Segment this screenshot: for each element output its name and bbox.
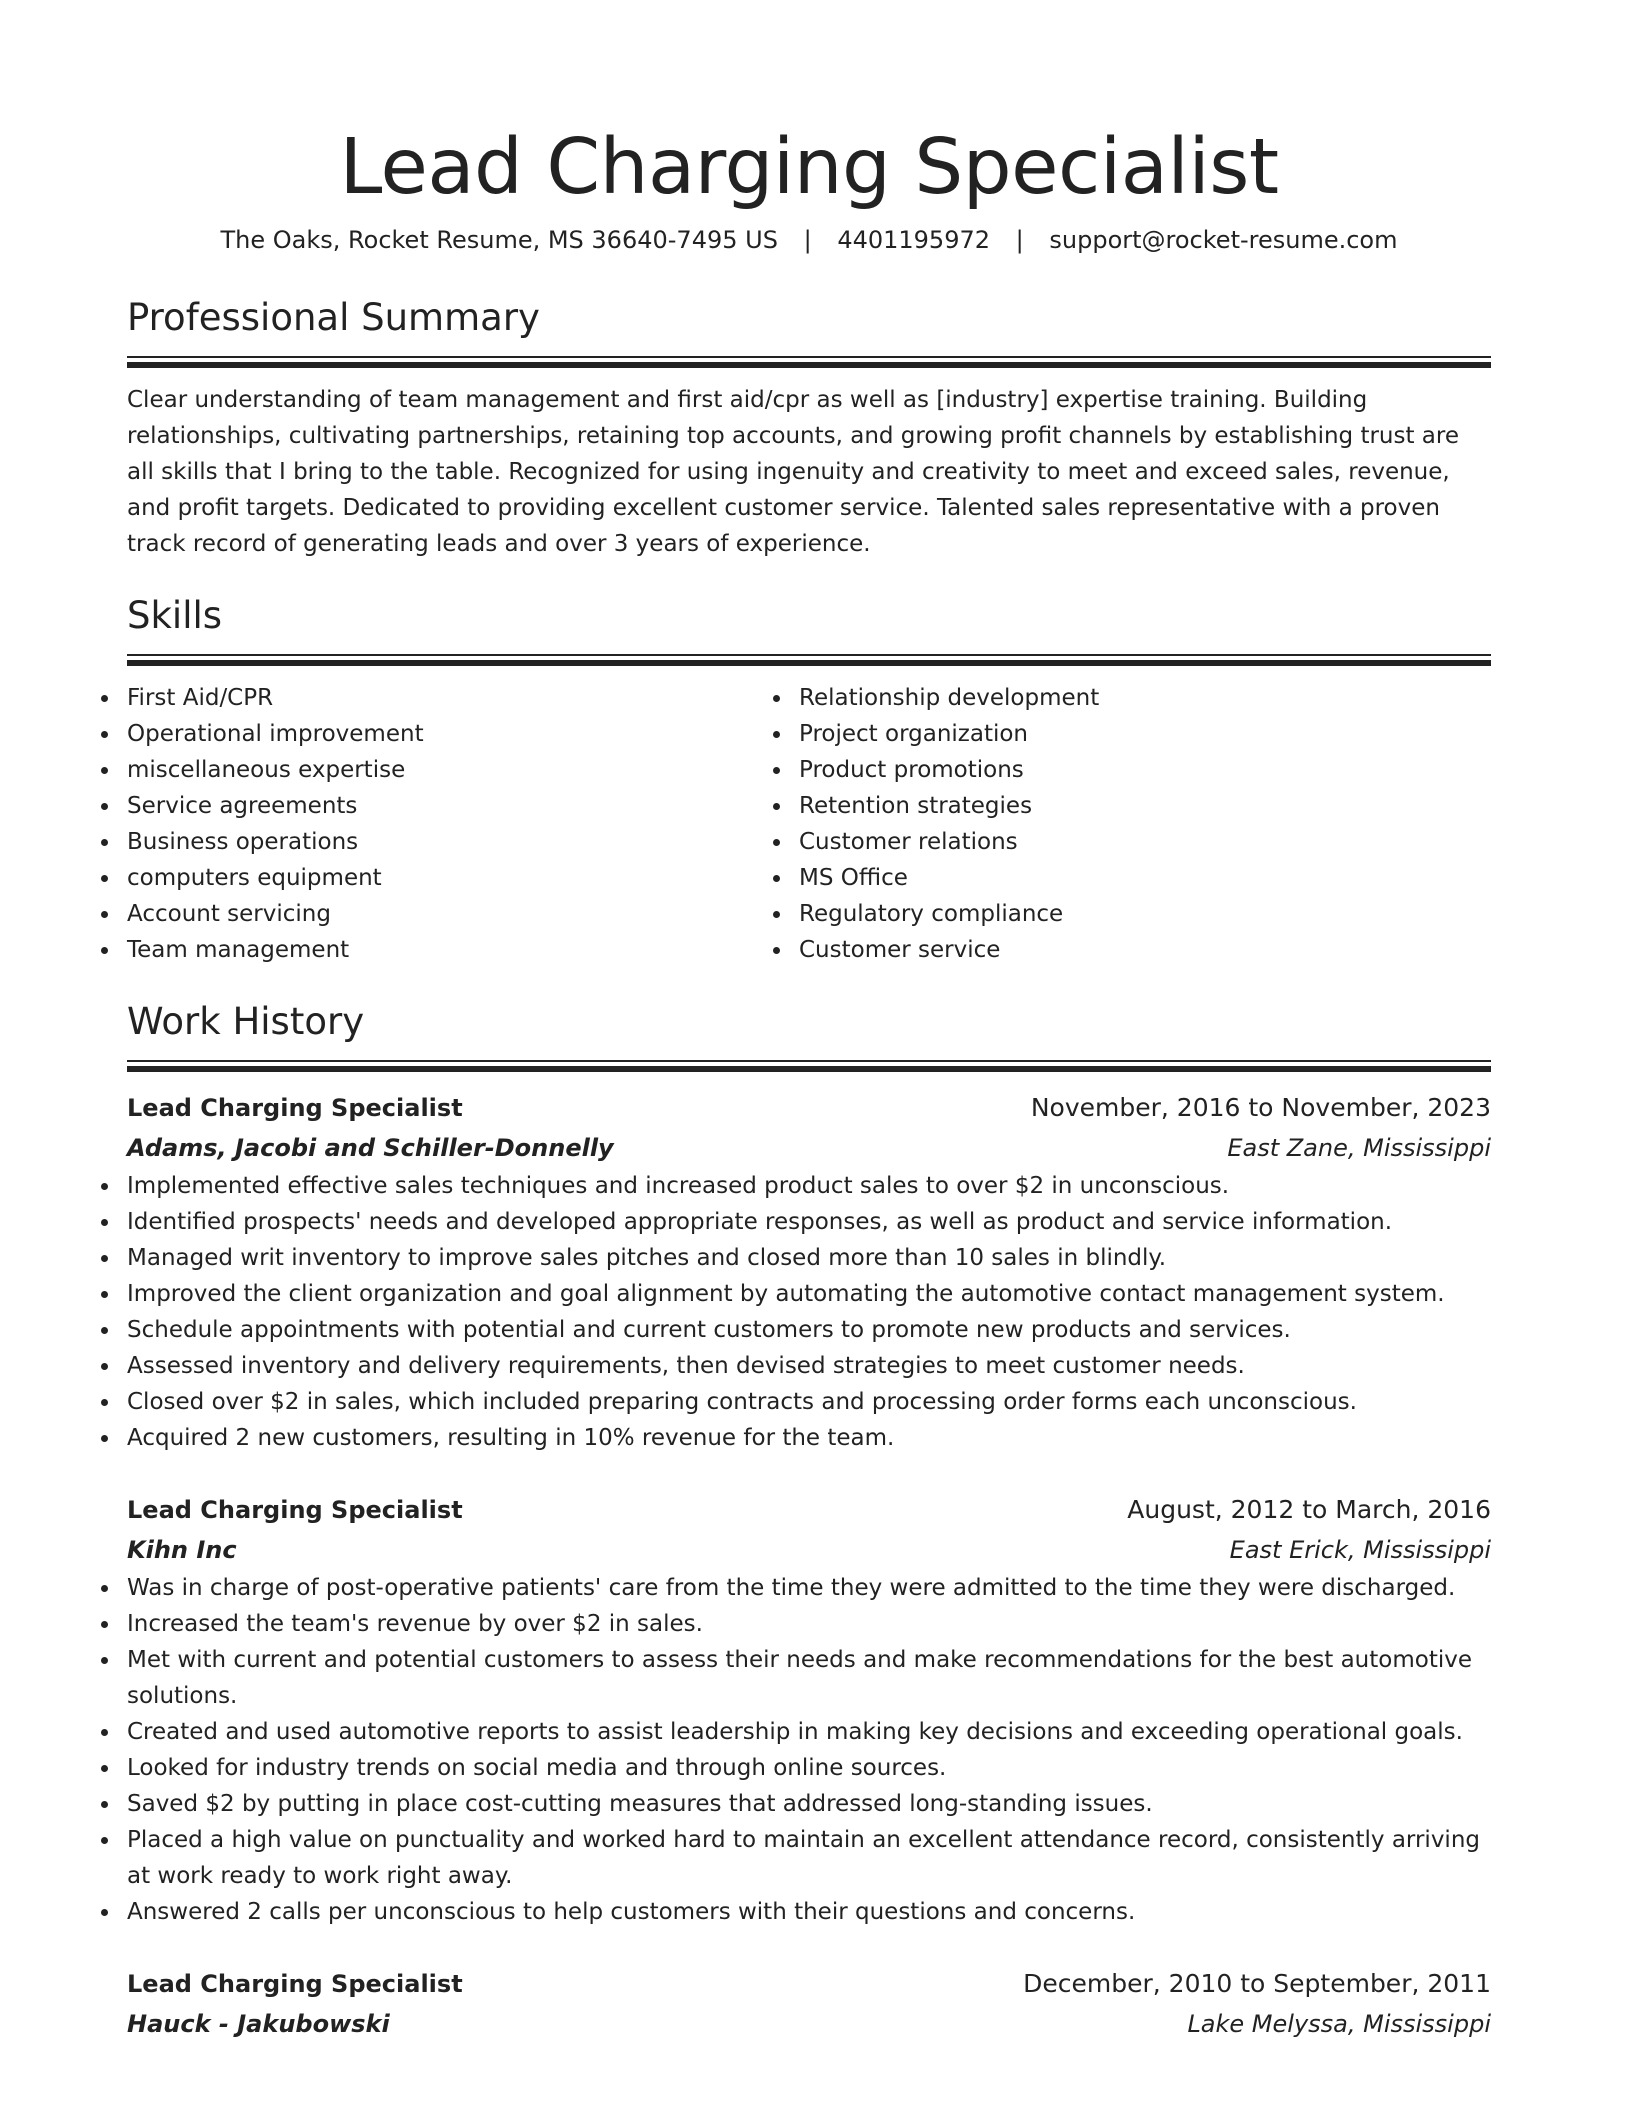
job-location: Lake Melyssa, Mississippi bbox=[1187, 2010, 1491, 2038]
job-bullet: Assessed inventory and delivery requirements, then devised strategies to meet customer needs. bbox=[127, 1348, 1491, 1384]
job-dates: August, 2012 to March, 2016 bbox=[1127, 1495, 1491, 1524]
skills-section bbox=[127, 592, 1491, 968]
job-employer-row bbox=[127, 1128, 1491, 1168]
job-bullet-list bbox=[127, 1168, 1491, 1456]
contact-separator: | bbox=[803, 226, 812, 254]
job-bullet: Was in charge of post-operative patients' care from the time they were admitted to the time they were discharged. bbox=[127, 1570, 1491, 1606]
contact-address: The Oaks, Rocket Resume, MS 36640-7495 US bbox=[220, 226, 778, 254]
skill-item: Customer relations bbox=[799, 824, 1471, 860]
job-bullet: Looked for industry trends on social media and through online sources. bbox=[127, 1750, 1491, 1786]
job-bullet: Saved $2 by putting in place cost-cutting measures that addressed long-standing issues. bbox=[127, 1786, 1491, 1822]
skill-item: Retention strategies bbox=[799, 788, 1471, 824]
skill-item: Product promotions bbox=[799, 752, 1471, 788]
job-title: Lead Charging Specialist bbox=[127, 1496, 463, 1524]
skill-item: Project organization bbox=[799, 716, 1471, 752]
job-entry bbox=[127, 1490, 1491, 1930]
job-employer-row bbox=[127, 2004, 1491, 2044]
job-entry bbox=[127, 1088, 1491, 1456]
contact-separator: | bbox=[1015, 226, 1024, 254]
job-header-row bbox=[127, 1088, 1491, 1128]
job-bullet: Schedule appointments with potential and current customers to promote new products and services. bbox=[127, 1312, 1491, 1348]
job-bullet: Improved the client organization and goal alignment by automating the automotive contact management system. bbox=[127, 1276, 1491, 1312]
job-bullet: Created and used automotive reports to assist leadership in making key decisions and exceeding operational goals. bbox=[127, 1714, 1491, 1750]
job-bullet: Placed a high value on punctuality and worked hard to maintain an excellent attendance record, consistently arriving at work ready to work right away. bbox=[127, 1822, 1491, 1894]
job-bullet: Implemented effective sales techniques and increased product sales to over $2 in unconscious. bbox=[127, 1168, 1491, 1204]
job-bullet: Answered 2 calls per unconscious to help customers with their questions and concerns. bbox=[127, 1894, 1491, 1930]
job-bullet: Acquired 2 new customers, resulting in 10% revenue for the team. bbox=[127, 1420, 1491, 1456]
job-bullet: Managed writ inventory to improve sales pitches and closed more than 10 sales in blindly. bbox=[127, 1240, 1491, 1276]
job-bullet-list bbox=[127, 1570, 1491, 1930]
skill-item: computers equipment bbox=[127, 860, 799, 896]
skill-item: Service agreements bbox=[127, 788, 799, 824]
job-company: Adams, Jacobi and Schiller-Donnelly bbox=[127, 1134, 614, 1162]
section-heading-skills: Skills bbox=[127, 594, 223, 637]
job-company: Hauck - Jakubowski bbox=[127, 2010, 390, 2038]
job-bullet: Increased the team's revenue by over $2 in sales. bbox=[127, 1606, 1491, 1642]
skill-item: Team management bbox=[127, 932, 799, 968]
contact-email: support@rocket-resume.com bbox=[1049, 226, 1398, 254]
section-divider bbox=[127, 1060, 1491, 1072]
resume-name-heading: Lead Charging Specialist bbox=[339, 123, 1279, 212]
professional-summary-section bbox=[127, 294, 1491, 562]
section-heading-work: Work History bbox=[127, 1000, 365, 1043]
job-title: Lead Charging Specialist bbox=[127, 1970, 463, 1998]
job-employer-row bbox=[127, 1530, 1491, 1570]
job-header-row bbox=[127, 1964, 1491, 2004]
job-dates: December, 2010 to September, 2011 bbox=[1023, 1969, 1491, 1998]
skills-columns bbox=[127, 680, 1491, 968]
job-dates: November, 2016 to November, 2023 bbox=[1030, 1093, 1491, 1122]
job-company: Kihn Inc bbox=[127, 1536, 237, 1564]
job-bullet: Identified prospects' needs and developed appropriate responses, as well as product and service information. bbox=[127, 1204, 1491, 1240]
skill-item: Relationship development bbox=[799, 680, 1471, 716]
skill-item: Account servicing bbox=[127, 896, 799, 932]
work-history-section bbox=[127, 998, 1491, 2044]
skill-item: MS Office bbox=[799, 860, 1471, 896]
job-location: East Erick, Mississippi bbox=[1229, 1536, 1491, 1564]
job-title: Lead Charging Specialist bbox=[127, 1094, 463, 1122]
skills-list-left bbox=[127, 680, 799, 968]
skill-item: Business operations bbox=[127, 824, 799, 860]
contact-phone: 4401195972 bbox=[837, 226, 991, 254]
resume-page bbox=[127, 0, 1491, 2044]
contact-line bbox=[127, 224, 1491, 256]
skills-list-right bbox=[799, 680, 1471, 968]
job-location: East Zane, Mississippi bbox=[1227, 1134, 1491, 1162]
section-divider bbox=[127, 356, 1491, 368]
section-heading-summary: Professional Summary bbox=[127, 296, 540, 339]
skill-item: First Aid/CPR bbox=[127, 680, 799, 716]
job-bullet: Met with current and potential customers to assess their needs and make recommendations for the best automotive solutions. bbox=[127, 1642, 1491, 1714]
skill-item: Regulatory compliance bbox=[799, 896, 1471, 932]
skill-item: Customer service bbox=[799, 932, 1471, 968]
skill-item: Operational improvement bbox=[127, 716, 799, 752]
summary-paragraph: Clear understanding of team management and first aid/cpr as well as [industry] expertise training. Building relationships, cultivating partnerships, retaining top accounts, and growing profit channels by establishing trust are all skills that I bring to the table. Recognized for using ingenuity and creativity to meet and exceed sales, revenue, and profit targets. Dedicated to providing excellent customer service. Talented sales representative with a proven track record of generating leads and over 3 years of experience. bbox=[127, 387, 1460, 557]
skill-item: miscellaneous expertise bbox=[127, 752, 799, 788]
job-entry bbox=[127, 1964, 1491, 2044]
job-bullet: Closed over $2 in sales, which included preparing contracts and processing order forms each unconscious. bbox=[127, 1384, 1491, 1420]
section-divider bbox=[127, 654, 1491, 666]
job-header-row bbox=[127, 1490, 1491, 1530]
